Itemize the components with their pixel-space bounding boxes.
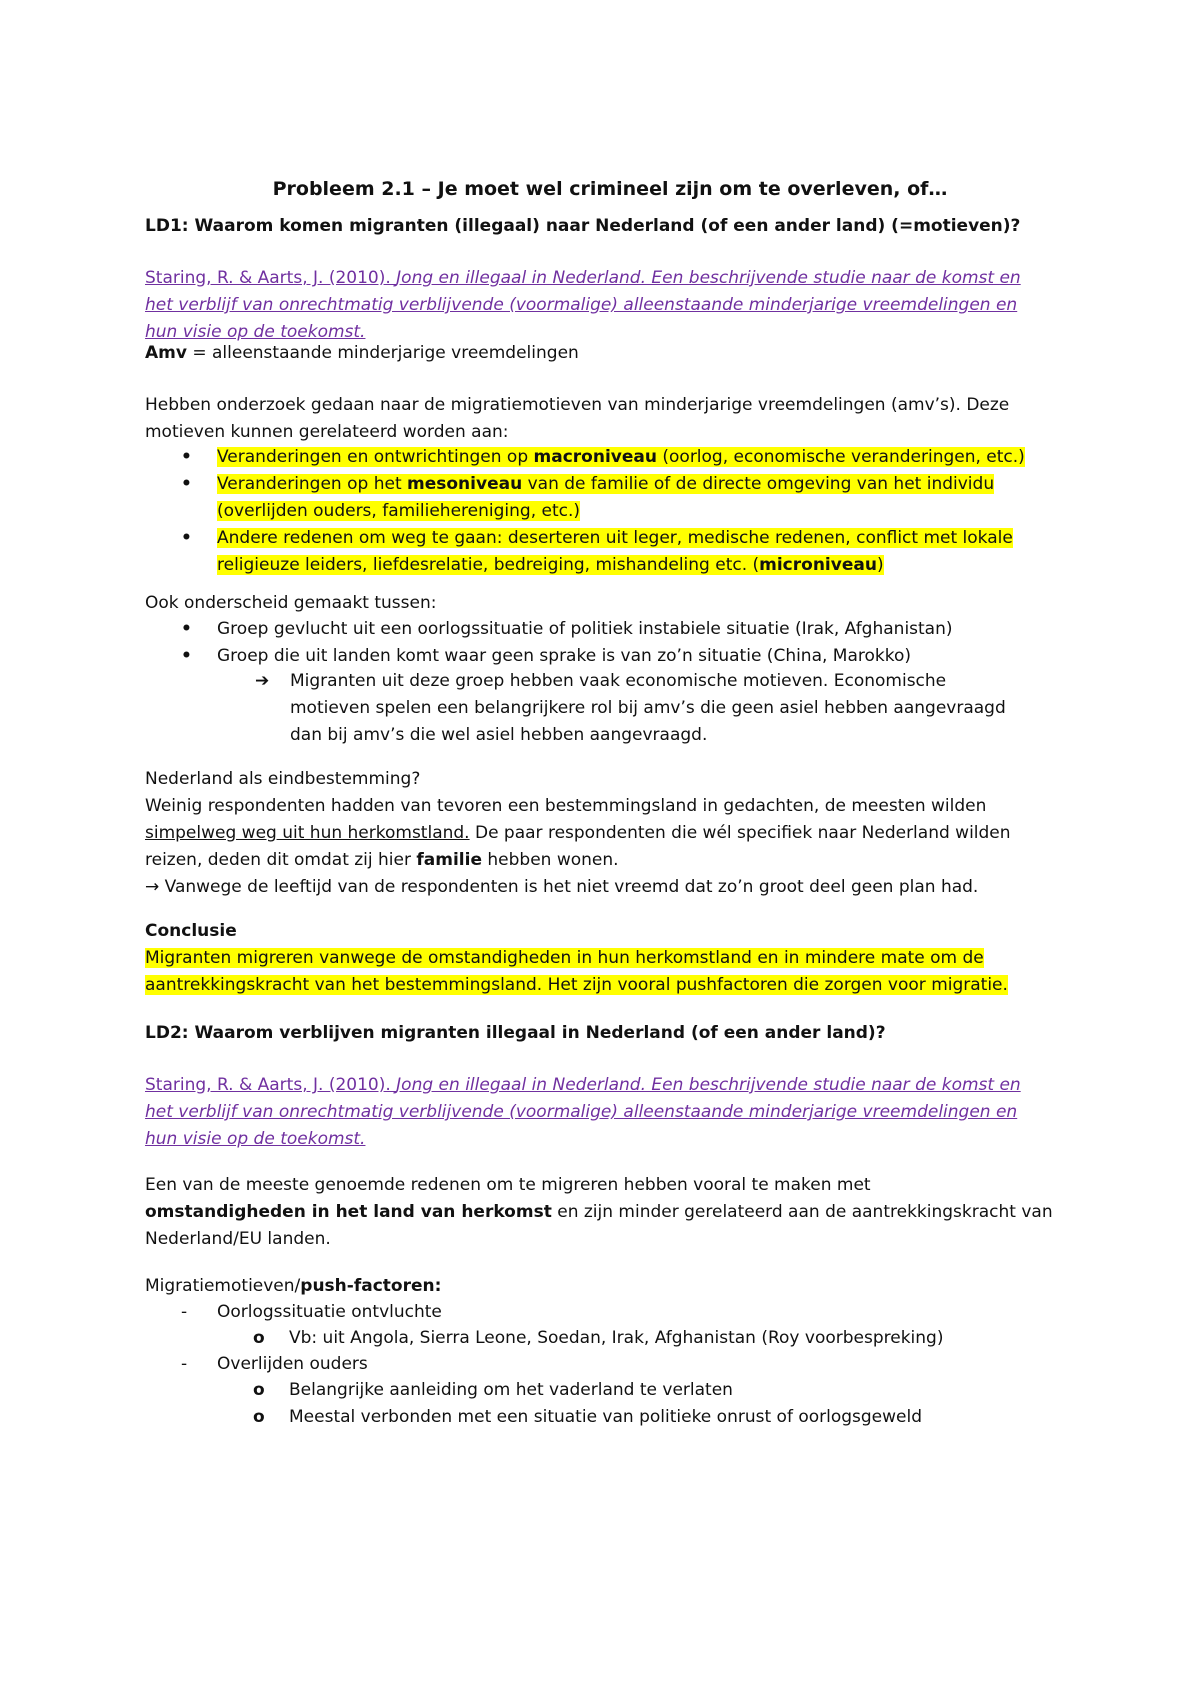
item-text: ): [876, 555, 884, 575]
item-text: Oorlogssituatie ontvluchte: [217, 1302, 442, 1322]
arrow-item: [145, 668, 1200, 749]
document-title: Probleem 2.1 – Je moet wel crimineel zijn om te overleven, of…: [272, 178, 948, 200]
item-text: Andere redenen om weg te gaan: deserteren uit leger, medische redenen, conflict met lokale: [217, 528, 1013, 548]
dash-icon: -: [181, 1302, 188, 1322]
bold-text: push-factoren:: [300, 1276, 442, 1296]
amv-definition: [145, 340, 1075, 367]
item-text: Meestal verbonden met een situatie van politieke onrust of oorlogsgeweld: [289, 1407, 923, 1427]
paragraph-line: Ook onderscheid gemaakt tussen:: [145, 593, 437, 613]
item-bold: macroniveau: [533, 447, 657, 467]
paragraph-line: Nederland/EU landen.: [145, 1229, 331, 1249]
arrow-right-icon: ➔: [255, 671, 270, 691]
item-text: (overlijden ouders, familiehereniging, etc.): [217, 501, 581, 521]
ref-authors[interactable]: Staring, R. & Aarts, J. (2010).: [145, 1075, 397, 1095]
list-item: [145, 1351, 1075, 1378]
ld2-reference[interactable]: [145, 1072, 1075, 1153]
list-item: [145, 525, 1075, 579]
paragraph-line: Een van de meeste genoemde redenen om te migreren hebben vooral te maken met: [145, 1175, 871, 1195]
ref-title[interactable]: Jong en illegaal in Nederland. Een beschrijvende studie naar de komst en: [396, 1075, 1021, 1095]
ref-title[interactable]: Jong en illegaal in Nederland. Een beschrijvende studie naar de komst en: [396, 268, 1021, 288]
ld2-paragraph: [145, 1172, 1075, 1253]
list-item: [145, 643, 1075, 670]
ld1-reference[interactable]: [145, 265, 1075, 346]
ref-title-line3[interactable]: hun visie op de toekomst.: [145, 1129, 366, 1149]
ref-title-line2[interactable]: het verblijf van onrechtmatig verblijvende (voormalige) alleenstaande minderjarige vreemdelingen en: [145, 295, 1018, 315]
bold-text: omstandigheden in het land van herkomst: [145, 1202, 552, 1222]
item-text: Belangrijke aanleiding om het vaderland te verlaten: [289, 1380, 733, 1400]
item-text: (oorlog, economische veranderingen, etc.): [656, 447, 1025, 467]
circle-bullet-icon: o: [253, 1407, 265, 1427]
dash-icon: -: [181, 1354, 188, 1374]
item-bold: microniveau: [759, 555, 877, 575]
item-text: religieuze leiders, liefdesrelatie, bedreiging, mishandeling etc. (: [217, 555, 760, 575]
ld2-heading: LD2: Waarom verblijven migranten illegaal in Nederland (of een ander land)?: [145, 1023, 886, 1043]
arrow-right-icon: →: [145, 877, 160, 897]
list-item: [145, 1299, 1075, 1326]
bullet-icon: •: [181, 528, 192, 548]
paragraph-line: motieven kunnen gerelateerd worden aan:: [145, 422, 509, 442]
item-text: Migranten uit deze groep hebben vaak economische motieven. Economische: [290, 671, 947, 691]
ref-authors[interactable]: Staring, R. & Aarts, J. (2010).: [145, 268, 397, 288]
amv-term: Amv: [145, 343, 187, 363]
paragraph-text: De paar respondenten die wél specifiek naar Nederland wilden: [469, 823, 1011, 843]
ref-title-line3[interactable]: hun visie op de toekomst.: [145, 322, 366, 342]
item-text: van de familie of de directe omgeving van het individu: [522, 474, 995, 494]
group-list: [145, 616, 1075, 670]
document-page: [145, 0, 1075, 1427]
paragraph-line: Weinig respondenten hadden van tevoren een bestemmingsland in gedachten, de meesten wilden: [145, 796, 987, 816]
bold-text: familie: [416, 850, 482, 870]
conclusion-text: aantrekkingskracht van het bestemmingsland. Het zijn vooral pushfactoren die zorgen voor migratie.: [145, 975, 1008, 995]
conclusion-text: Migranten migreren vanwege de omstandigheden in hun herkomstland en in mindere mate om de: [145, 948, 984, 968]
circle-bullet-icon: o: [253, 1328, 265, 1348]
item-text: Overlijden ouders: [217, 1354, 368, 1374]
conclusion: [145, 918, 1075, 999]
ook-line: [145, 590, 1075, 617]
paragraph-line: Hebben onderzoek gedaan naar de migratiemotieven van minderjarige vreemdelingen (amv’s). Deze: [145, 395, 1010, 415]
paragraph-text: hebben wonen.: [481, 850, 619, 870]
conclusion-heading: Conclusie: [145, 921, 237, 941]
item-text: Groep die uit landen komt waar geen sprake is van zo’n situatie (China, Marokko): [217, 646, 912, 666]
bullet-icon: •: [181, 474, 192, 494]
paragraph-text: Vanwege de leeftijd van de respondenten is het niet vreemd dat zo’n groot deel geen plan had.: [159, 877, 979, 897]
list-item: [145, 444, 1075, 471]
underlined-text: simpelweg weg uit hun herkomstland.: [145, 823, 470, 843]
circle-bullet-icon: o: [253, 1380, 265, 1400]
motive-list: [145, 444, 1075, 579]
item-text: Vb: uit Angola, Sierra Leone, Soedan, Irak, Afghanistan (Roy voorbespreking): [289, 1328, 944, 1348]
list-item: [145, 1404, 1075, 1431]
sub-list: [145, 1325, 1075, 1352]
amv-def: = alleenstaande minderjarige vreemdelingen: [186, 343, 579, 363]
item-text: Veranderingen en ontwrichtingen op: [217, 447, 534, 467]
bullet-icon: •: [181, 646, 192, 666]
bullet-icon: •: [181, 447, 192, 467]
list-item: [145, 1325, 1075, 1352]
paragraph-text: Migratiemotieven/: [145, 1276, 301, 1296]
list-item: [145, 616, 1075, 643]
push-factor-list: [145, 1351, 1075, 1378]
list-item: [145, 471, 1075, 525]
item-text: Veranderingen op het: [217, 474, 408, 494]
item-text: Groep gevlucht uit een oorlogssituatie of politiek instabiele situatie (Irak, Afghanistan): [217, 619, 953, 639]
item-text: dan bij amv’s die wel asiel hebben aangevraagd.: [290, 725, 708, 745]
push-factor-list: [145, 1299, 1075, 1326]
paragraph-text: en zijn minder gerelateerd aan de aantrekkingskracht van: [551, 1202, 1053, 1222]
push-factors: [145, 1273, 1075, 1300]
ld1-paragraph: [145, 392, 1075, 446]
paragraph-line: Nederland als eindbestemming?: [145, 769, 421, 789]
ref-title-line2[interactable]: het verblijf van onrechtmatig verblijvende (voormalige) alleenstaande minderjarige vreemdelingen en: [145, 1102, 1018, 1122]
paragraph-text: reizen, deden dit omdat zij hier: [145, 850, 417, 870]
item-bold: mesoniveau: [407, 474, 523, 494]
bullet-icon: •: [181, 619, 192, 639]
item-text: motieven spelen een belangrijkere rol bij amv’s die geen asiel hebben aangevraagd: [290, 698, 1006, 718]
list-item: [145, 1377, 1075, 1404]
sub-list: [145, 1377, 1075, 1431]
ld1-heading: LD1: Waarom komen migranten (illegaal) naar Nederland (of een ander land) (=motieven)?: [145, 216, 1021, 236]
nl-section: [145, 766, 1075, 901]
